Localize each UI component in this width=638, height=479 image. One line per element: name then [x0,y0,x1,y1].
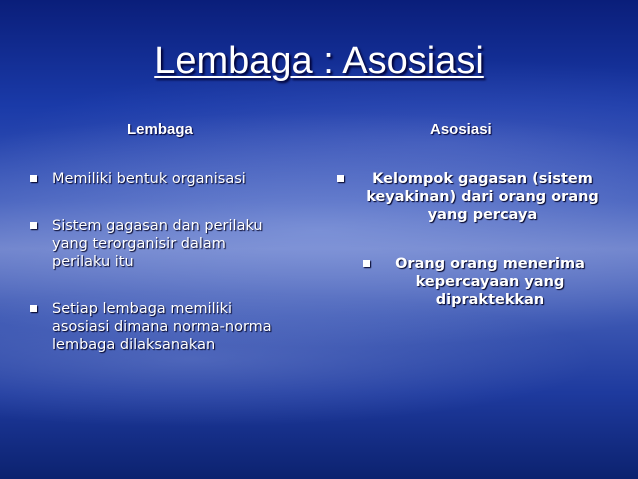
square-bullet-icon [30,305,37,312]
left-bullet-3-text [52,300,302,354]
left-column-heading: Lembaga [127,121,193,138]
left-bullet-2-text [52,217,302,271]
bullet-line: Memiliki bentuk organisasi [52,171,246,187]
left-bullet-1-text [52,170,302,188]
square-bullet-icon [30,175,37,182]
bullet-line: perilaku itu [52,254,134,270]
bullet-line: Setiap lembaga memiliki [52,301,233,317]
bullet-line: asosiasi dimana norma-norma [52,319,272,335]
bullet-line: yang terorganisir dalam [52,236,226,252]
square-bullet-icon [363,260,370,267]
right-column-heading: Asosiasi [430,121,492,138]
bullet-line: yang percaya [427,207,538,223]
bullet-line: Sistem gagasan dan perilaku [52,218,263,234]
bullet-line: lembaga dilaksanakan [52,337,216,353]
slide-title [0,40,638,83]
bullet-line: kepercayaan yang [415,274,565,290]
right-bullet-2-text [370,255,610,309]
square-bullet-icon [30,222,37,229]
bullet-line: dipraktekkan [435,292,545,308]
bullet-line: Kelompok gagasan (sistem [372,171,593,187]
bullet-line: Orang orang menerima [395,256,585,272]
slide-title-text: Lembaga : Asosiasi [154,40,484,82]
right-bullet-1-text [340,170,625,224]
bullet-line: keyakinan) dari orang orang [366,189,599,205]
